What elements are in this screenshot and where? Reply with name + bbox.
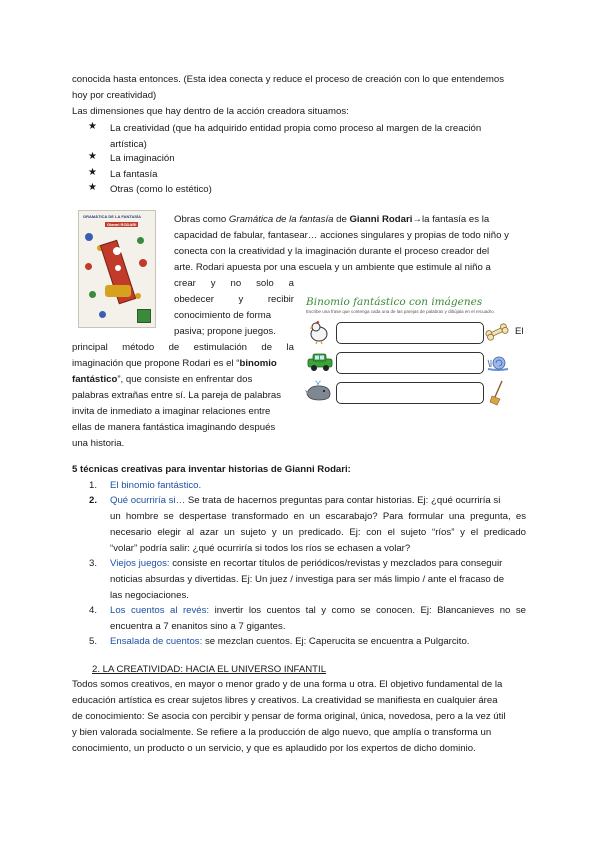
- rodari-paragraph-line: pasiva; propone juegos.: [174, 326, 276, 337]
- rodari-paragraph-line: una historia.: [72, 438, 125, 449]
- text-span: invertir los cuentos tal y como se conocen. Ej: Blancanieves no se: [209, 605, 526, 616]
- rodari-paragraph-line: invita de inmediato a imaginar relaciones entre: [72, 406, 271, 417]
- section-paragraph-line: conocimiento, un producto o un servicio, y que es aplaudido por los expertos de dicho dominio.: [72, 743, 476, 754]
- rodari-paragraph-line: arte. Rodari apuesta por una escuela y un ambiente que estimule al niño a: [174, 262, 491, 273]
- technique-item: [110, 478, 201, 494]
- author-name: Gianni Rodari: [349, 214, 413, 225]
- technique-title: Qué ocurriría si…: [110, 495, 186, 506]
- intro-line: Las dimensiones que hay dentro de la acción creadora situamos:: [72, 106, 349, 117]
- star-bullet-icon: ★: [88, 151, 97, 162]
- bone-icon: [484, 322, 510, 342]
- section-paragraph-line: educación artística es crear sujetos libres y creativos. La creatividad se manifiesta en cualquier área: [72, 695, 498, 706]
- bullet-text: La imaginación: [110, 153, 175, 164]
- rodari-paragraph-line: [72, 356, 294, 372]
- rodari-paragraph-line: capacidad de fabular, fantasear… acciones singulares y propias de todo niño y: [174, 230, 509, 241]
- rodari-paragraph-line: El: [515, 326, 524, 337]
- technique-item: [110, 556, 502, 572]
- technique-item-line: “volar” podría salir: ¿qué ocurriría si todos los ríos se echasen a volar?: [110, 543, 411, 554]
- technique-item: [110, 634, 469, 650]
- work-title: Gramática de la fantasía: [228, 214, 334, 225]
- bullet-text: artística): [110, 139, 147, 150]
- answer-box: [336, 322, 484, 344]
- bold-term: binomio: [239, 358, 277, 369]
- techniques-heading: 5 técnicas creativas para inventar historias de Gianni Rodari:: [72, 464, 351, 475]
- technique-title: Los cuentos al revés:: [110, 605, 210, 616]
- star-bullet-icon: ★: [88, 121, 97, 132]
- technique-item-line: necesario elegir al azar un sujeto y un predicado. Ej: con el sujeto “ríos” y el predicado: [110, 527, 526, 538]
- section-heading: 2. LA CREATIVIDAD: HACIA EL UNIVERSO INFANTIL: [92, 664, 327, 675]
- star-bullet-icon: ★: [88, 182, 97, 193]
- text-span: se mezclan cuentos. Ej: Caperucita se encuentra a Pulgarcito.: [202, 636, 470, 647]
- bullet-text: La fantasía: [110, 169, 158, 180]
- rodari-paragraph-line: crear y no solo a: [174, 278, 294, 289]
- text-span: imaginación que propone Rodari es el “: [72, 358, 240, 369]
- section-paragraph-line: de conocimiento: Se asocia con percibir y pensar de forma original, única, novedosa, pero a la vez útil: [72, 711, 506, 722]
- technique-item-line: las negociaciones.: [110, 590, 189, 601]
- rodari-paragraph-line: ellas de manera fantástica imaginando después: [72, 422, 276, 433]
- rodari-paragraph-line: palabras extrañas entre sí. La pareja de palabras: [72, 390, 282, 401]
- text-span: de: [333, 214, 350, 225]
- star-bullet-icon: ★: [88, 167, 97, 178]
- book-title: GRAMÁTICA DE LA FANTASÍA: [83, 214, 142, 219]
- intro-line: conocida hasta entonces. (Esta idea conecta y reduce el proceso de creación con lo que entendemos: [72, 74, 504, 85]
- rodari-paragraph-line: [72, 372, 294, 388]
- whale-icon: [304, 380, 334, 404]
- technique-item: [110, 603, 526, 619]
- chicken-icon: [306, 320, 332, 344]
- rodari-paragraph-line: principal método de estimulación de la: [72, 342, 294, 353]
- text-span: consiste en recortar títulos de periódicos/revistas y mezclados para conseguir: [169, 558, 503, 569]
- rodari-paragraph-line: conecta con la creatividad y la imaginación durante el proceso creador del: [174, 246, 490, 257]
- answer-box: [336, 382, 484, 404]
- book-cover-image: [78, 210, 156, 328]
- bold-term: fantástico: [72, 374, 118, 385]
- text-span: ”, que consiste en enfrentar dos: [117, 374, 253, 385]
- technique-item-line: encuentra a 7 enanitos sino a 7 gigantes.: [110, 621, 286, 632]
- answer-box: [336, 352, 484, 374]
- technique-item: [110, 493, 526, 509]
- technique-item-line: noticias absurdas y divertidas. Ej: Un juez / investiga para ser más limpio / ante el fracaso de: [110, 574, 505, 585]
- rodari-paragraph-line: conocimiento de forma: [174, 310, 272, 321]
- technique-title: El binomio fantástico.: [110, 480, 202, 491]
- technique-item-line: un hombre se despertase transformado en un escarabajo? Para formular una pregunta, es: [110, 511, 526, 522]
- rodari-paragraph-line: [174, 212, 526, 228]
- text-span: Se trata de hacernos preguntas para contar historias. Ej: ¿qué ocurriría si: [185, 495, 501, 506]
- list-number: 1.: [89, 480, 98, 491]
- bullet-text: Otras (como lo estético): [110, 184, 212, 195]
- rodari-paragraph-line: obedecer y recibir: [174, 294, 294, 305]
- intro-line: hoy por creatividad): [72, 90, 157, 101]
- list-number: 3.: [89, 558, 98, 569]
- binomio-image-title: Binomio fantástico con imágenes: [306, 296, 483, 308]
- bullet-text: La creatividad (que ha adquirido entidad propia como proceso al margen de la creación: [110, 123, 482, 134]
- section-paragraph-line: y bien valorada socialmente. Se refiere a la producción de algo nuevo, que amplía o transforma un: [72, 727, 492, 738]
- car-icon: [306, 352, 334, 372]
- list-number: 4.: [89, 605, 98, 616]
- text-span: →la fantasía es la: [412, 214, 490, 225]
- section-paragraph-line: Todos somos creativos, en mayor o menor grado y de una forma u otra. El objetivo fundamental de la: [72, 679, 503, 690]
- technique-title: Viejos juegos:: [110, 558, 170, 569]
- broom-icon: [488, 380, 506, 406]
- binomio-image-subtitle: Escribe una frase que contenga cada una de las parejas de palabras y dibújala en el recuadro.: [306, 309, 495, 314]
- snail-icon: [486, 354, 510, 372]
- book-author: Gianni RODARI: [107, 222, 137, 227]
- technique-title: Ensalada de cuentos:: [110, 636, 203, 647]
- list-number: 2.: [89, 495, 98, 506]
- list-number: 5.: [89, 636, 98, 647]
- text-span: Obras como: [174, 214, 229, 225]
